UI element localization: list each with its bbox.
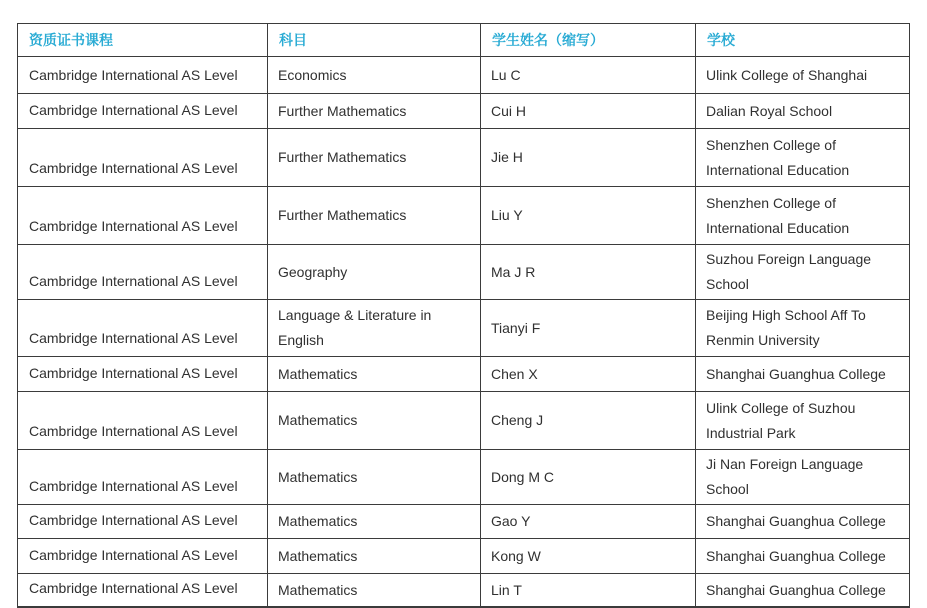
cell-subject: Mathematics xyxy=(268,574,481,608)
cell-course: Cambridge International AS Level xyxy=(18,505,268,539)
table-row xyxy=(18,574,910,608)
table-row xyxy=(18,450,910,505)
table-header-row xyxy=(18,24,910,57)
cell-student: Liu Y xyxy=(481,187,696,245)
cell-student: Tianyi F xyxy=(481,300,696,357)
cell-student: Dong M C xyxy=(481,450,696,505)
cell-school: Shanghai Guanghua College xyxy=(696,574,910,608)
cell-course: Cambridge International AS Level xyxy=(18,129,268,187)
cell-course: Cambridge International AS Level xyxy=(18,94,268,129)
cell-student: Ma J R xyxy=(481,245,696,300)
cell-subject: Language & Literature in English xyxy=(268,300,481,357)
table-row xyxy=(18,187,910,245)
table-row xyxy=(18,129,910,187)
cell-school: Ji Nan Foreign Language School xyxy=(696,450,910,505)
cell-course: Cambridge International AS Level xyxy=(18,357,268,392)
cell-school: Suzhou Foreign Language School xyxy=(696,245,910,300)
cell-subject: Economics xyxy=(268,57,481,94)
cell-school: Beijing High School Aff To Renmin University xyxy=(696,300,910,357)
table-row xyxy=(18,357,910,392)
table-row xyxy=(18,245,910,300)
header-course: 资质证书课程 xyxy=(18,24,268,57)
cell-subject: Mathematics xyxy=(268,505,481,539)
cell-course: Cambridge International AS Level xyxy=(18,450,268,505)
cell-student: Cheng J xyxy=(481,392,696,450)
table-row xyxy=(18,94,910,129)
cell-course: Cambridge International AS Level xyxy=(18,300,268,357)
cell-school: Shanghai Guanghua College xyxy=(696,505,910,539)
table-row xyxy=(18,57,910,94)
cell-school: Ulink College of Suzhou Industrial Park xyxy=(696,392,910,450)
cell-student: Lu C xyxy=(481,57,696,94)
cell-school: Shenzhen College of International Education xyxy=(696,129,910,187)
cell-school: Shenzhen College of International Education xyxy=(696,187,910,245)
cell-student: Gao Y xyxy=(481,505,696,539)
table-row xyxy=(18,300,910,357)
cell-subject: Geography xyxy=(268,245,481,300)
cell-subject: Further Mathematics xyxy=(268,187,481,245)
cell-subject: Further Mathematics xyxy=(268,129,481,187)
cell-school: Shanghai Guanghua College xyxy=(696,357,910,392)
cell-school: Shanghai Guanghua College xyxy=(696,539,910,574)
cell-subject: Further Mathematics xyxy=(268,94,481,129)
cell-course: Cambridge International AS Level xyxy=(18,187,268,245)
cell-student: Cui H xyxy=(481,94,696,129)
cell-subject: Mathematics xyxy=(268,357,481,392)
header-subject: 科目 xyxy=(268,24,481,57)
cell-student: Kong W xyxy=(481,539,696,574)
cell-course: Cambridge International AS Level xyxy=(18,574,268,608)
cell-course: Cambridge International AS Level xyxy=(18,539,268,574)
cell-student: Chen X xyxy=(481,357,696,392)
table-row xyxy=(18,505,910,539)
cell-course: Cambridge International AS Level xyxy=(18,392,268,450)
cell-student: Jie H xyxy=(481,129,696,187)
cell-course: Cambridge International AS Level xyxy=(18,57,268,94)
cell-student: Lin T xyxy=(481,574,696,608)
cell-subject: Mathematics xyxy=(268,450,481,505)
cell-subject: Mathematics xyxy=(268,392,481,450)
cell-course: Cambridge International AS Level xyxy=(18,245,268,300)
header-student: 学生姓名（缩写） xyxy=(481,24,696,57)
cell-school: Dalian Royal School xyxy=(696,94,910,129)
cell-school: Ulink College of Shanghai xyxy=(696,57,910,94)
header-school: 学校 xyxy=(696,24,910,57)
page xyxy=(0,23,927,598)
table-row xyxy=(18,392,910,450)
table-row xyxy=(18,539,910,574)
cell-subject: Mathematics xyxy=(268,539,481,574)
results-table xyxy=(17,23,910,608)
